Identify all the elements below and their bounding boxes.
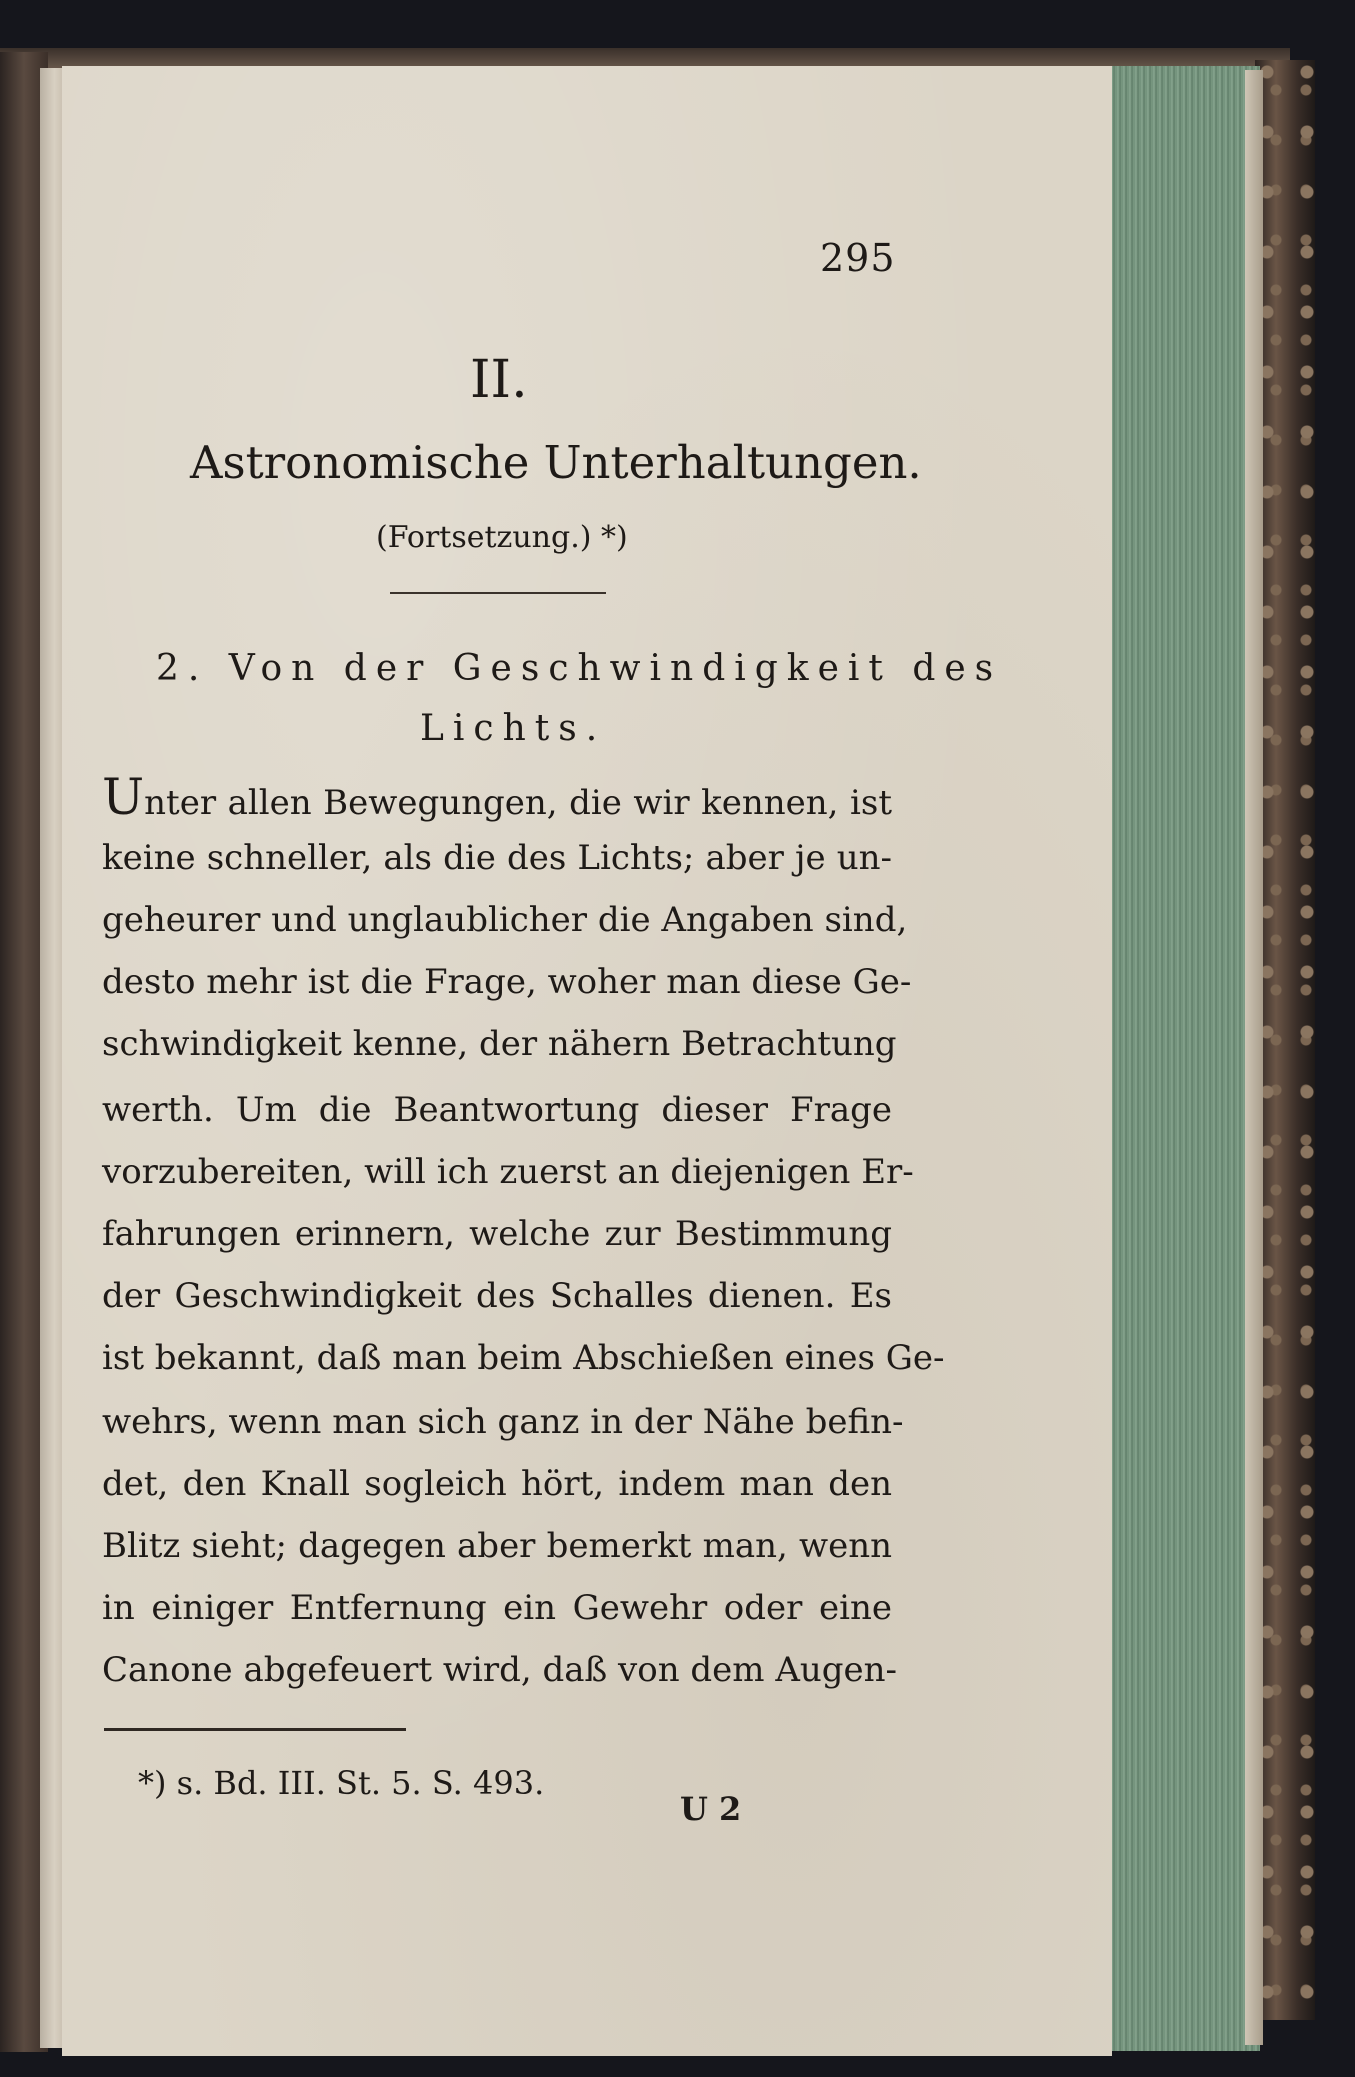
body-line: det, den Knall sogleich hört, indem man den — [102, 1464, 892, 1504]
body-line: vorzubereiten, will ich zuerst an diejenigen Er- — [102, 1152, 914, 1192]
page-number: 295 — [820, 236, 896, 280]
dropcap: U — [102, 768, 145, 826]
body-line: Canone abgefeuert wird, daß von dem Augen- — [102, 1650, 898, 1690]
body-line: der Geschwindigkeit des Schalles dienen. Es — [102, 1276, 892, 1316]
body-line: fahrungen erinnern, welche zur Bestimmung — [102, 1214, 892, 1254]
chapter-title: Astronomische Unterhaltungen. — [190, 436, 922, 489]
footnote: *) s. Bd. III. St. 5. S. 493. — [138, 1764, 545, 1802]
body-line: Blitz sieht; dagegen aber bemerkt man, wenn — [102, 1526, 892, 1566]
section-heading-line-1: 2. Von der Geschwindigkeit des — [156, 648, 1003, 689]
body-line: werth. Um die Beantwortung dieser Frage — [102, 1090, 892, 1130]
body-line: desto mehr ist die Frage, woher man diese Ge- — [102, 962, 912, 1002]
body-line: Unter allen Bewegungen, die wir kennen, ist — [102, 768, 892, 826]
body-line: geheurer und unglaublicher die Angaben sind, — [102, 900, 908, 940]
body-line: in einiger Entfernung ein Gewehr oder eine — [102, 1588, 892, 1628]
book-cover-right — [1255, 60, 1315, 2020]
signature-mark: U 2 — [680, 1790, 742, 1828]
body-line: keine schneller, als die des Lichts; aber je un- — [102, 838, 892, 878]
page-block-tip — [1245, 70, 1263, 2045]
section-heading-line-2: Lichts. — [420, 708, 607, 749]
chapter-number: II. — [470, 350, 528, 410]
footnote-rule — [104, 1728, 406, 1731]
body-line: wehrs, wenn man sich ganz in der Nähe befin- — [102, 1402, 904, 1442]
page-block-edge — [1108, 66, 1260, 2051]
body-line: ist bekannt, daß man beim Abschießen eines Ge- — [102, 1338, 945, 1378]
facing-page-edge — [40, 68, 64, 2048]
body-line: schwindigkeit kenne, der nähern Betrachtung — [102, 1024, 897, 1064]
chapter-subtitle: (Fortsetzung.) *) — [376, 520, 628, 555]
title-rule — [390, 592, 606, 594]
